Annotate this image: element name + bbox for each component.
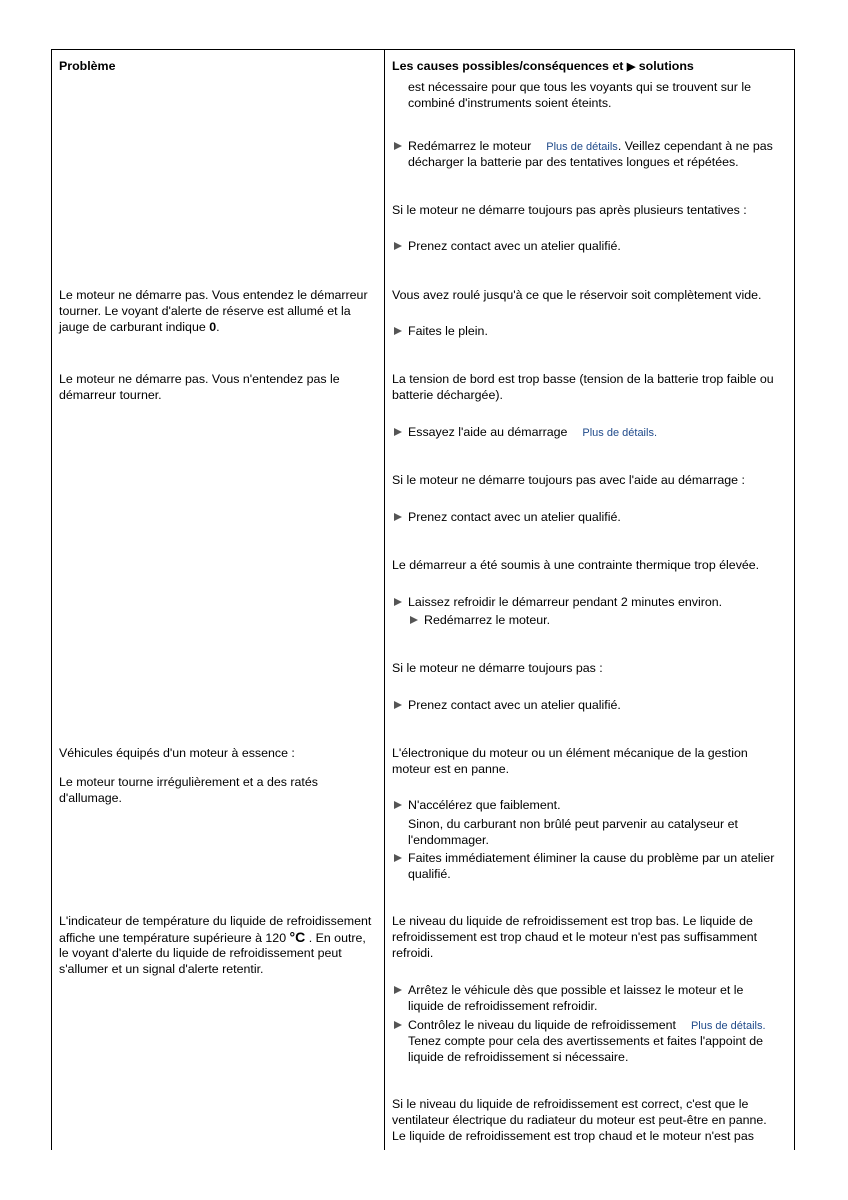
text-line: Tenez compte pour cela des avertissements et faites l'appoint de bbox=[408, 1034, 764, 1048]
solution-cool: Laissez refroidir le démarreur pendant 2 minutes environ. bbox=[408, 595, 723, 609]
solution-stop: Arrêtez le véhicule dès que possible et laissez le moteur et le bbox=[408, 983, 744, 997]
column-divider bbox=[384, 49, 385, 1150]
arrow-bullet-icon bbox=[394, 242, 402, 250]
details-link[interactable]: Plus de détails bbox=[690, 1020, 763, 1032]
problem-line: Le moteur ne démarre pas. Vous n'entendez pas le bbox=[59, 372, 340, 386]
text-line: l'endommager. bbox=[408, 833, 489, 847]
problem-line: Le moteur ne démarre pas. Vous entendez le démarreur bbox=[59, 288, 368, 302]
arrow-bullet-icon bbox=[394, 701, 402, 709]
problem-line: Véhicules équipés d'un moteur à essence : bbox=[59, 746, 295, 760]
text-line: Sinon, du carburant non brûlé peut parvenir au catalyseur et bbox=[408, 817, 738, 831]
cause-line: Le démarreur a été soumis à une contrainte thermique trop élevée. bbox=[392, 558, 760, 572]
solution-restart: Redémarrez le moteur. bbox=[424, 613, 551, 627]
problem-line: d'allumage. bbox=[59, 791, 122, 805]
header-solutions-suffix: solutions bbox=[635, 59, 694, 73]
text-span: Contrôlez le niveau du liquide de refroidissement bbox=[408, 1018, 676, 1032]
gauge-value: 0 bbox=[209, 320, 217, 334]
problem-line bbox=[59, 929, 366, 946]
text-line: Si le moteur ne démarre toujours pas : bbox=[392, 661, 603, 675]
problem-line: démarreur tourner. bbox=[59, 388, 162, 402]
solution-contact: Prenez contact avec un atelier qualifié. bbox=[408, 698, 621, 712]
solution-contact: Prenez contact avec un atelier qualifié. bbox=[408, 510, 621, 524]
cause-line: Vous avez roulé jusqu'à ce que le réservoir soit complètement vide. bbox=[392, 288, 762, 302]
arrow-bullet-icon bbox=[394, 986, 402, 994]
details-link[interactable]: Plus de détails bbox=[546, 141, 618, 153]
solution-fix: Faites immédiatement éliminer la cause du problème par un atelier bbox=[408, 851, 775, 865]
cause-line: Si le niveau du liquide de refroidissement est correct, c'est que le bbox=[392, 1097, 749, 1111]
problem-line: L'indicateur de température du liquide de refroidissement bbox=[59, 914, 372, 928]
arrow-bullet-icon bbox=[394, 513, 402, 521]
text-line: décharger la batterie par des tentatives longues et répétées. bbox=[408, 155, 739, 169]
arrow-bullet-icon bbox=[394, 854, 402, 862]
celsius-unit: °C bbox=[289, 929, 306, 945]
problem-line: s'allumer et un signal d'alerte retentir. bbox=[59, 962, 264, 976]
solution-jump-start: Essayez l'aide au démarrage Plus de détails. bbox=[408, 425, 658, 439]
cause-line: L'électronique du moteur ou un élément mécanique de la gestion bbox=[392, 746, 748, 760]
details-link[interactable]: Plus de détails bbox=[582, 427, 654, 439]
arrow-bullet-icon bbox=[394, 801, 402, 809]
solution-contact: Prenez contact avec un atelier qualifié. bbox=[408, 239, 621, 253]
cause-line: refroidissement est trop chaud et le moteur n'est pas suffisamment bbox=[392, 930, 758, 944]
problem-line bbox=[59, 319, 220, 335]
text-line: combiné d'instruments soient éteints. bbox=[408, 96, 612, 110]
solution-check-level: Contrôlez le niveau du liquide de refroidissement Plus de détails. bbox=[408, 1018, 766, 1032]
solution-accelerate: N'accélérez que faiblement. bbox=[408, 798, 561, 812]
text-span: affiche une température supérieure à 120 bbox=[59, 931, 290, 945]
cause-line: ventilateur électrique du radiateur du moteur est peut-être en panne. bbox=[392, 1113, 767, 1127]
text-line: Si le moteur ne démarre toujours pas après plusieurs tentatives : bbox=[392, 203, 747, 217]
text-line: liquide de refroidissement refroidir. bbox=[408, 999, 598, 1013]
cause-line: refroidi. bbox=[392, 946, 434, 960]
arrow-bullet-icon bbox=[394, 142, 402, 150]
arrow-bullet-icon bbox=[410, 616, 418, 624]
text-span: Essayez l'aide au démarrage bbox=[408, 425, 568, 439]
text-span: . bbox=[216, 320, 220, 334]
header-arrow-icon: ▶ bbox=[626, 61, 636, 73]
problem-line: Le moteur tourne irrégulièrement et a des ratés bbox=[59, 775, 318, 789]
text-line: qualifié. bbox=[408, 867, 451, 881]
text-line: liquide de refroidissement si nécessaire. bbox=[408, 1050, 629, 1064]
cause-line: batterie déchargée). bbox=[392, 388, 503, 402]
header-solutions bbox=[392, 58, 694, 75]
text-line: est nécessaire pour que tous les voyants qui se trouvent sur le bbox=[408, 80, 751, 94]
arrow-bullet-icon bbox=[394, 1021, 402, 1029]
problem-line: tourner. Le voyant d'alerte de réserve est allumé et la bbox=[59, 304, 351, 318]
text-span: jauge de carburant indique bbox=[59, 320, 210, 334]
arrow-bullet-icon bbox=[394, 598, 402, 606]
arrow-bullet-icon bbox=[394, 428, 402, 436]
text-span: . Veillez cependant à ne pas bbox=[617, 139, 773, 153]
text-span: . En outre, bbox=[305, 931, 366, 945]
solution-refuel: Faites le plein. bbox=[408, 324, 488, 338]
text-line: Si le moteur ne démarre toujours pas avec l'aide au démarrage : bbox=[392, 473, 745, 487]
header-solutions-prefix: Les causes possibles/conséquences et bbox=[392, 59, 627, 73]
cause-line: Le liquide de refroidissement est trop chaud et le moteur n'est pas bbox=[392, 1129, 754, 1143]
problem-line: le voyant d'alerte du liquide de refroidissement peut bbox=[59, 946, 342, 960]
solution-restart bbox=[408, 138, 773, 155]
cause-line: moteur est en panne. bbox=[392, 762, 510, 776]
text-span: Redémarrez le moteur bbox=[408, 139, 532, 153]
header-problem: Problème bbox=[59, 59, 116, 73]
cause-line: La tension de bord est trop basse (tension de la batterie trop faible ou bbox=[392, 372, 774, 386]
arrow-bullet-icon bbox=[394, 327, 402, 335]
cause-line: Le niveau du liquide de refroidissement est trop bas. Le liquide de bbox=[392, 914, 753, 928]
